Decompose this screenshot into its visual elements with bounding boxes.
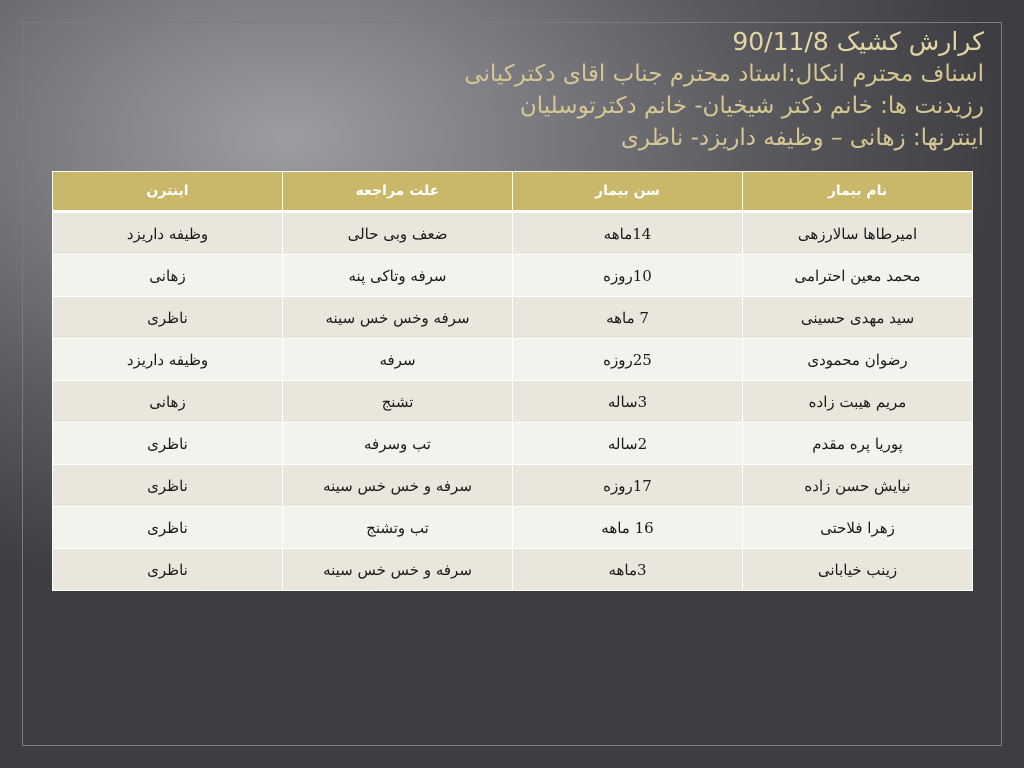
report-title: کرارش کشیک 90/11/8 <box>732 27 984 56</box>
cell-age: 16 ماهه <box>513 507 743 549</box>
cell-name: پوریا پره مقدم <box>743 423 973 465</box>
cell-intern: ناظری <box>53 507 283 549</box>
cell-name: زینب خیابانی <box>743 549 973 591</box>
table-row <box>53 549 973 591</box>
table-row <box>53 381 973 423</box>
cell-reason: تب وتشنج <box>283 507 513 549</box>
cell-reason: ضعف وبی حالی <box>283 212 513 255</box>
cell-reason: سرفه و خس خس سینه <box>283 549 513 591</box>
cell-name: سید مهدی حسینی <box>743 297 973 339</box>
header-reason: علت مراجعه <box>283 172 513 212</box>
cell-intern: زهانی <box>53 255 283 297</box>
cell-age: 3ماهه <box>513 549 743 591</box>
title-block <box>84 26 984 154</box>
table-row <box>53 507 973 549</box>
cell-age: 2ساله <box>513 423 743 465</box>
cell-reason: تشنج <box>283 381 513 423</box>
cell-name: نیایش حسن زاده <box>743 465 973 507</box>
cell-reason: سرفه وتاکی پنه <box>283 255 513 297</box>
cell-intern: ناظری <box>53 297 283 339</box>
cell-intern: وظیفه داریزد <box>53 339 283 381</box>
cell-intern: ناظری <box>53 465 283 507</box>
cell-age: 3ساله <box>513 381 743 423</box>
cell-name: محمد معین احترامی <box>743 255 973 297</box>
cell-reason: سرفه و خس خس سینه <box>283 465 513 507</box>
table-row <box>53 339 973 381</box>
interns-line: اینترنها: زهانی – وظیفه داریزد- ناظری <box>620 125 984 151</box>
cell-age: 17روزه <box>513 465 743 507</box>
cell-reason: سرفه <box>283 339 513 381</box>
cell-intern: زهانی <box>53 381 283 423</box>
cell-name: زهرا فلاحتی <box>743 507 973 549</box>
header-name: نام بیمار <box>743 172 973 212</box>
cell-name: رضوان محمودی <box>743 339 973 381</box>
cell-intern: ناظری <box>53 549 283 591</box>
cell-age: 25روزه <box>513 339 743 381</box>
table-header-row <box>53 172 973 212</box>
patients-table-wrap <box>52 171 973 591</box>
cell-age: 14ماهه <box>513 212 743 255</box>
table-row <box>53 255 973 297</box>
cell-name: امیرطاها سالارزهی <box>743 212 973 255</box>
header-intern: اینترن <box>53 172 283 212</box>
cell-name: مریم هیبت زاده <box>743 381 973 423</box>
cell-age: 10روزه <box>513 255 743 297</box>
table-row <box>53 465 973 507</box>
residents-line: رزیدنت ها: خانم دکتر شیخیان- خانم دکترتوسلیان <box>519 93 984 119</box>
patients-table <box>52 171 973 591</box>
table-row <box>53 297 973 339</box>
cell-reason: سرفه وخس خس سینه <box>283 297 513 339</box>
cell-reason: تب وسرفه <box>283 423 513 465</box>
attending-line: اسناف محترم انکال:استاد محترم جناب اقای دکترکیانی <box>464 61 984 87</box>
header-age: سن بیمار <box>513 172 743 212</box>
table-row <box>53 423 973 465</box>
cell-intern: وظیفه داریزد <box>53 212 283 255</box>
cell-intern: ناظری <box>53 423 283 465</box>
table-row <box>53 212 973 255</box>
cell-age: 7 ماهه <box>513 297 743 339</box>
